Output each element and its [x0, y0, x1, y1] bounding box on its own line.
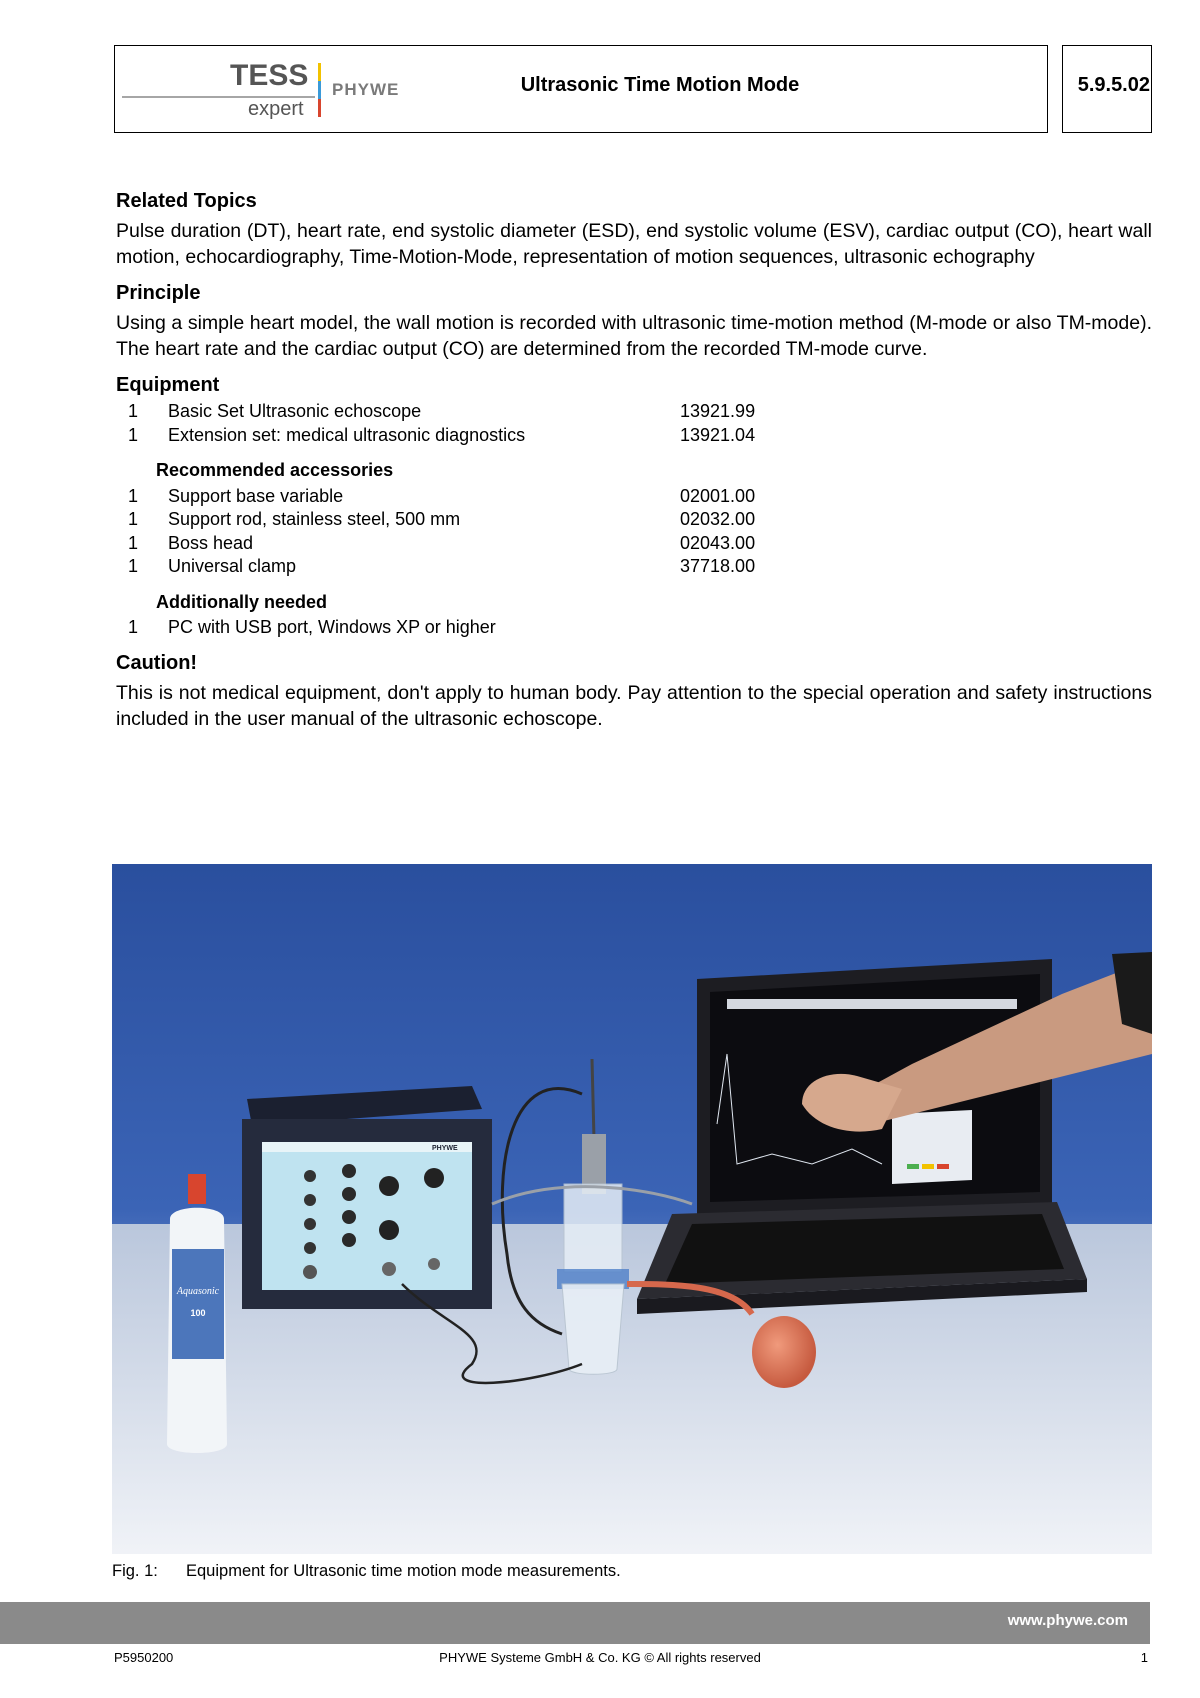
bottle-brand-text: Aquasonic [176, 1286, 220, 1297]
name-cell: Support base variable [168, 485, 344, 506]
name-cell: Extension set: medical ultrasonic diagnostics [168, 424, 526, 445]
order-number-cell: 13921.99 [680, 401, 756, 421]
logo-main-text: TESS [230, 59, 309, 92]
principle-text: Using a simple heart model, the wall motion is recorded with ultrasonic time-motion method (M-mode or also TM-mode). The heart rate and the cardiac output (CO) are determined from the recorded TM-mode curve. [116, 312, 1152, 360]
name-cell: PC with USB port, Windows XP or higher [168, 617, 496, 637]
qty-cell: 1 [128, 556, 139, 576]
order-number-cell: 02032.00 [680, 509, 756, 529]
footer-page-number: 1 [1140, 1650, 1148, 1665]
table-row [116, 508, 800, 532]
table-row [116, 424, 800, 448]
main-content [116, 188, 1152, 732]
table-row [116, 555, 800, 579]
bottle-number-text: 100 [190, 1308, 206, 1318]
figure-caption-text: Equipment for Ultrasonic time motion mode measurements. [186, 1562, 621, 1580]
document-number: 5.9.5.02 [1077, 74, 1150, 96]
additionally-needed-heading: Additionally needed [156, 591, 328, 612]
equipment-section [116, 372, 1152, 640]
order-number-cell: 13921.04 [680, 424, 756, 445]
principle-section [116, 280, 1152, 362]
footer-url[interactable]: www.phywe.com [1007, 1612, 1128, 1629]
figure-caption [112, 1562, 621, 1581]
name-cell: Universal clamp [168, 556, 297, 576]
name-cell: Basic Set Ultrasonic echoscope [168, 401, 422, 421]
name-cell: Support rod, stainless steel, 500 mm [168, 509, 461, 529]
equipment-heading: Equipment [116, 374, 220, 396]
qty-cell: 1 [128, 401, 139, 421]
order-number-cell: 02043.00 [680, 532, 756, 553]
footer-document-code: P5950200 [114, 1650, 174, 1665]
recommended-table [116, 485, 800, 579]
order-number-cell: 02001.00 [680, 485, 756, 506]
equipment-table [116, 400, 800, 447]
device-brand-text: PHYWE [432, 1145, 458, 1152]
document-title: Ultrasonic Time Motion Mode [520, 74, 800, 96]
order-number-cell: 37718.00 [680, 556, 756, 576]
table-row [116, 532, 800, 556]
principle-heading: Principle [116, 282, 201, 304]
table-row [116, 400, 800, 424]
qty-cell: 1 [128, 509, 139, 529]
echoscope-device-illustration [242, 1086, 492, 1309]
footer-bar [0, 1602, 1150, 1644]
logo-sub-text: expert [248, 98, 304, 120]
qty-cell: 1 [128, 617, 139, 637]
laptop-illustration [637, 959, 1087, 1314]
caution-section [116, 650, 1152, 732]
qty-cell: 1 [128, 485, 139, 506]
logo-brand-text: PHYWE [332, 80, 400, 99]
recommended-accessories-heading: Recommended accessories [156, 460, 394, 480]
table-row [116, 616, 800, 640]
equipment-photo [112, 864, 1152, 1554]
related-topics-section [116, 188, 1152, 270]
qty-cell: 1 [128, 424, 139, 445]
related-topics-heading: Related Topics [116, 190, 257, 212]
caution-heading: Caution! [116, 651, 198, 674]
related-topics-text: Pulse duration (DT), heart rate, end systolic diameter (ESD), end systolic volume (ESV), cardiac output (CO), heart wall motion, echocardiography, Time-Motion-Mode, representation of motion sequences, ultrasonic echography [116, 220, 1152, 268]
tess-phywe-logo [120, 55, 420, 125]
figure-label: Fig. 1: [112, 1562, 158, 1580]
name-cell: Boss head [168, 532, 254, 553]
additional-table [116, 616, 800, 640]
gel-bottle-illustration [167, 1174, 227, 1453]
qty-cell: 1 [128, 532, 139, 553]
table-row [116, 485, 800, 509]
footer-copyright: PHYWE Systeme GmbH & Co. KG © All rights reserved [439, 1650, 761, 1665]
caution-text: This is not medical equipment, don't apply to human body. Pay attention to the special operation and safety instructions included in the user manual of the ultrasonic echoscope. [116, 681, 1152, 730]
order-number-cell [680, 616, 800, 640]
